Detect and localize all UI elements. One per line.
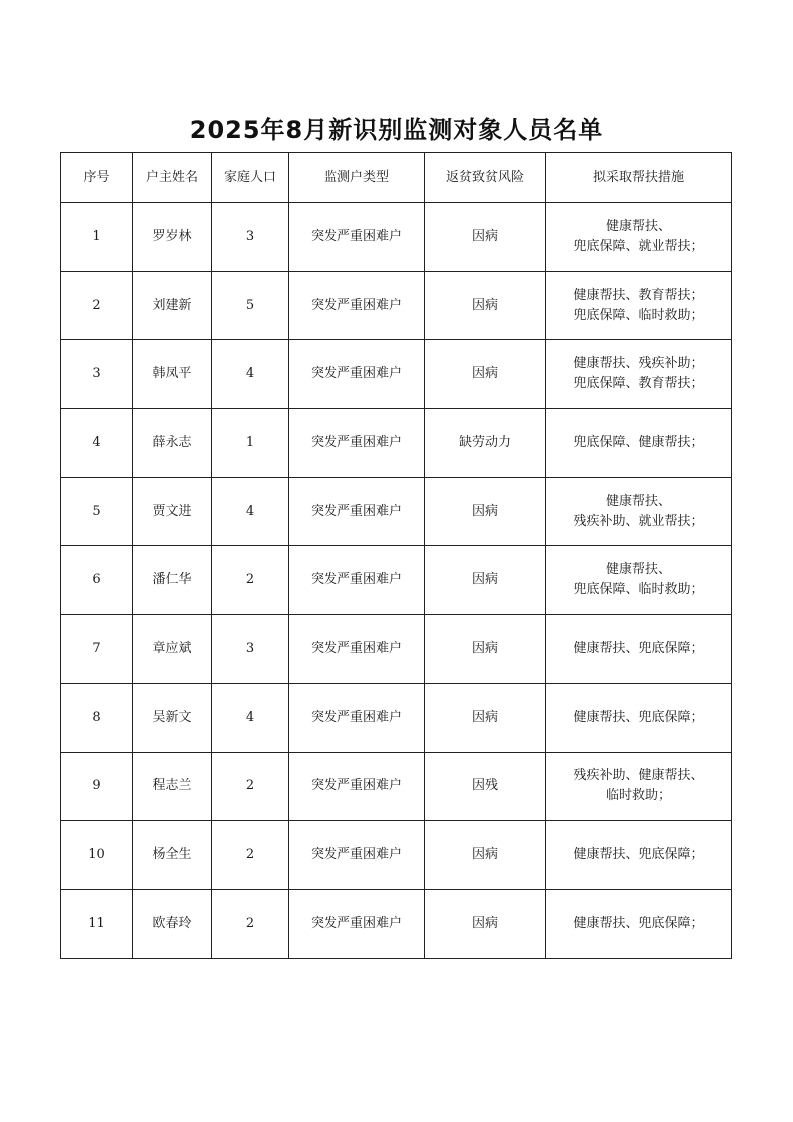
table-row — [61, 340, 732, 409]
householder-name-cell: 吴新文 — [133, 683, 212, 752]
household-type-cell: 突发严重困难户 — [289, 546, 425, 615]
serial-no-cell: 10 — [61, 821, 133, 890]
table-row — [61, 203, 732, 272]
householder-name-cell: 薛永志 — [133, 409, 212, 478]
household-size-cell: 4 — [212, 340, 289, 409]
poverty-risk-cell: 因残 — [425, 752, 546, 821]
assistance-measures-cell — [546, 203, 732, 272]
household-type-cell: 突发严重困难户 — [289, 615, 425, 684]
serial-no-cell: 4 — [61, 409, 133, 478]
poverty-risk-cell: 因病 — [425, 615, 546, 684]
householder-name-cell: 罗岁林 — [133, 203, 212, 272]
poverty-risk-cell: 因病 — [425, 477, 546, 546]
poverty-risk-cell: 因病 — [425, 203, 546, 272]
household-type-cell: 突发严重困难户 — [289, 409, 425, 478]
poverty-risk-cell: 因病 — [425, 889, 546, 958]
householder-name-cell: 杨全生 — [133, 821, 212, 890]
poverty-risk-cell: 因病 — [425, 546, 546, 615]
table-row — [61, 821, 732, 890]
poverty-risk-cell: 因病 — [425, 271, 546, 340]
assistance-measures-cell — [546, 615, 732, 684]
householder-name-cell: 刘建新 — [133, 271, 212, 340]
header-household-type: 监测户类型 — [289, 153, 425, 203]
header-assistance-measures: 拟采取帮扶措施 — [546, 153, 732, 203]
household-size-cell: 2 — [212, 752, 289, 821]
household-size-cell: 2 — [212, 546, 289, 615]
household-type-cell: 突发严重困难户 — [289, 203, 425, 272]
household-size-cell: 4 — [212, 477, 289, 546]
householder-name-cell: 程志兰 — [133, 752, 212, 821]
serial-no-cell: 6 — [61, 546, 133, 615]
household-size-cell: 2 — [212, 821, 289, 890]
assistance-measure-line: 残疾补助、健康帮扶、 — [573, 768, 704, 784]
assistance-measure-line: 健康帮扶、兜底保障； — [573, 847, 704, 863]
household-type-cell: 突发严重困难户 — [289, 477, 425, 546]
poverty-risk-cell: 因病 — [425, 821, 546, 890]
assistance-measures-cell — [546, 752, 732, 821]
serial-no-cell: 9 — [61, 752, 133, 821]
table-row — [61, 752, 732, 821]
household-size-cell: 2 — [212, 889, 289, 958]
serial-no-cell: 2 — [61, 271, 133, 340]
householder-name-cell: 章应斌 — [133, 615, 212, 684]
assistance-measure-line: 兜底保障、就业帮扶； — [573, 238, 704, 254]
assistance-measures-cell — [546, 821, 732, 890]
assistance-measure-line: 健康帮扶、兜底保障； — [573, 640, 704, 656]
table-body — [61, 203, 732, 959]
table-row — [61, 683, 732, 752]
assistance-measure-line: 健康帮扶、 — [605, 218, 671, 234]
assistance-measures-cell — [546, 546, 732, 615]
serial-no-cell: 5 — [61, 477, 133, 546]
assistance-measure-line: 健康帮扶、 — [605, 562, 671, 578]
household-type-cell: 突发严重困难户 — [289, 271, 425, 340]
household-type-cell: 突发严重困难户 — [289, 889, 425, 958]
assistance-measure-line: 健康帮扶、残疾补助； — [573, 356, 704, 372]
serial-no-cell: 3 — [61, 340, 133, 409]
poverty-risk-cell: 因病 — [425, 340, 546, 409]
household-type-cell: 突发严重困难户 — [289, 821, 425, 890]
householder-name-cell: 潘仁华 — [133, 546, 212, 615]
assistance-measures-cell — [546, 477, 732, 546]
householder-name-cell: 贾文进 — [133, 477, 212, 546]
assistance-measure-line: 残疾补助、就业帮扶； — [573, 513, 704, 529]
household-size-cell: 1 — [212, 409, 289, 478]
assistance-measure-line: 健康帮扶、兜底保障； — [573, 709, 704, 725]
assistance-measure-line: 健康帮扶、教育帮扶； — [573, 287, 704, 303]
assistance-measure-line: 兜底保障、教育帮扶； — [573, 376, 704, 392]
monitoring-roster-table — [60, 152, 732, 959]
assistance-measures-cell — [546, 889, 732, 958]
table-header-row — [61, 153, 732, 203]
household-size-cell: 3 — [212, 615, 289, 684]
serial-no-cell: 1 — [61, 203, 133, 272]
page-title: 2025年8月新识别监测对象人员名单 — [189, 116, 604, 144]
household-size-cell: 5 — [212, 271, 289, 340]
household-type-cell: 突发严重困难户 — [289, 340, 425, 409]
table-row — [61, 409, 732, 478]
assistance-measure-line: 兜底保障、临时救助； — [573, 307, 704, 323]
householder-name-cell: 欧春玲 — [133, 889, 212, 958]
table-row — [61, 271, 732, 340]
assistance-measures-cell — [546, 409, 732, 478]
serial-no-cell: 11 — [61, 889, 133, 958]
assistance-measure-line: 兜底保障、健康帮扶； — [573, 434, 704, 450]
householder-name-cell: 韩凤平 — [133, 340, 212, 409]
assistance-measure-line: 健康帮扶、 — [605, 493, 671, 509]
assistance-measure-line: 健康帮扶、兜底保障； — [573, 915, 704, 931]
poverty-risk-cell: 缺劳动力 — [425, 409, 546, 478]
header-serial-no: 序号 — [61, 153, 133, 203]
table-row — [61, 546, 732, 615]
assistance-measure-line: 临时救助； — [605, 788, 671, 804]
header-poverty-risk: 返贫致贫风险 — [425, 153, 546, 203]
serial-no-cell: 8 — [61, 683, 133, 752]
poverty-risk-cell: 因病 — [425, 683, 546, 752]
serial-no-cell: 7 — [61, 615, 133, 684]
assistance-measures-cell — [546, 683, 732, 752]
table-row — [61, 615, 732, 684]
table-row — [61, 477, 732, 546]
household-type-cell: 突发严重困难户 — [289, 683, 425, 752]
header-household-size: 家庭人口 — [212, 153, 289, 203]
assistance-measures-cell — [546, 271, 732, 340]
table-row — [61, 889, 732, 958]
assistance-measure-line: 兜底保障、临时救助； — [573, 582, 704, 598]
household-size-cell: 3 — [212, 203, 289, 272]
assistance-measures-cell — [546, 340, 732, 409]
household-size-cell: 4 — [212, 683, 289, 752]
household-type-cell: 突发严重困难户 — [289, 752, 425, 821]
header-householder-name: 户主姓名 — [133, 153, 212, 203]
